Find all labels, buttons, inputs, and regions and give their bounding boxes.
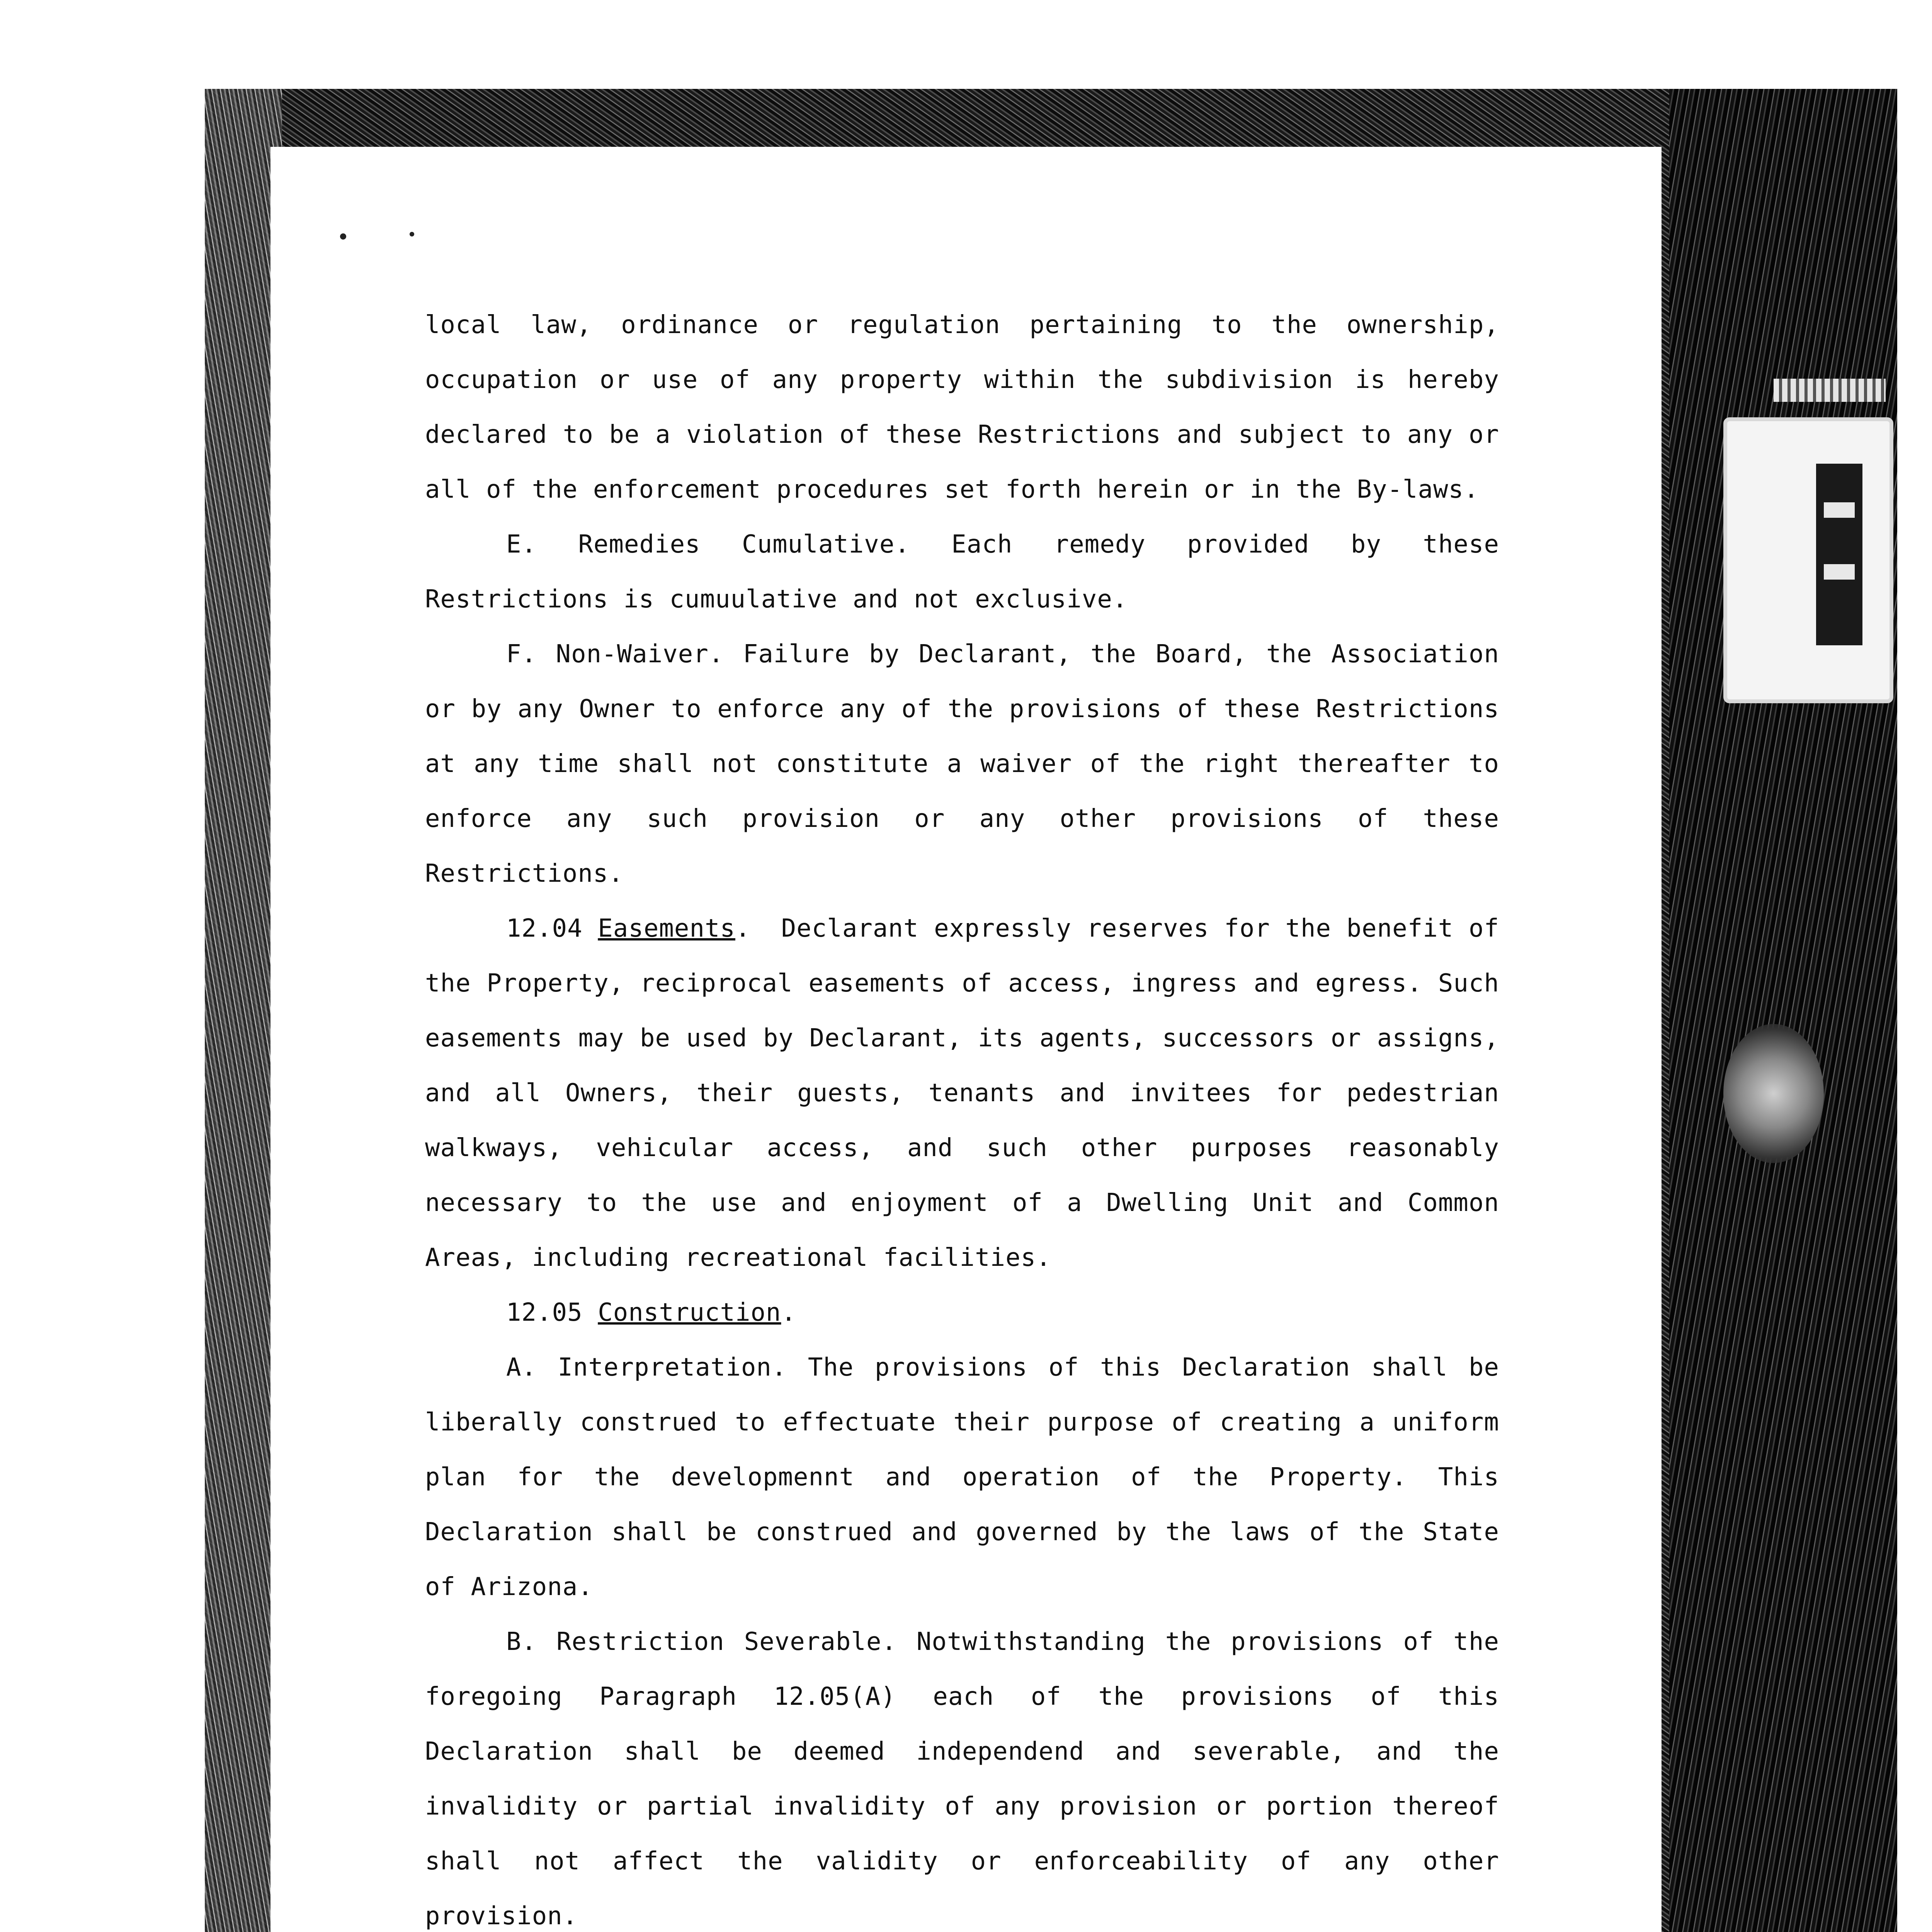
binder-clip-slot bbox=[1816, 464, 1862, 645]
paragraph-text: E. Remedies Cumulative. Each remedy provided by these Restrictions is cumuulative and not exclusive. bbox=[425, 530, 1499, 614]
paragraph-restriction-severable bbox=[425, 1614, 1499, 1932]
paragraph-text: B. Restriction Severable. Notwithstanding the provisions of the foregoing Paragraph 12.05(A) each of the provisions of this Declaration shall be deemed independend and severable, and the invalidity or partial invalidity of any provision or portion thereof shall not affect the validity or enforceability of any other provision. bbox=[425, 1628, 1499, 1930]
paragraph-text: Declarant expressly reserves for the benefit of the Property, reciprocal easements of access, ingress and egress. Such easements may be used by Declarant, its agents, successors or assigns, and all Owners, their guests, tenants and invitees for pedestrian walkways, vehicular access, and such other purposes reasonably necessary to the use and enjoyment of a Dwelling Unit and Common Areas, including recreational facilities. bbox=[425, 914, 1500, 1272]
paragraph-interpretation bbox=[425, 1340, 1499, 1614]
binder-clip bbox=[1723, 417, 1893, 703]
scan-smudge bbox=[1723, 1024, 1824, 1163]
section-number: 12.04 bbox=[506, 914, 583, 943]
paragraph-text: local law, ordinance or regulation pertaining to the ownership, occupation or use of any property within the subdivision is hereby declared to be a violation of these Restrictions and subject to any or all of the enforcement procedures set forth herein or in the By-laws. bbox=[425, 311, 1499, 504]
paragraph-remedies-cumulative bbox=[425, 517, 1499, 627]
paragraph-continuation bbox=[425, 298, 1499, 517]
document-body bbox=[425, 298, 1499, 1932]
scan-specks bbox=[340, 232, 417, 243]
paragraph-text: F. Non-Waiver. Failure by Declarant, the Board, the Association or by any Owner to enforce any of the provisions of these Restrictions at any time shall not constitute a waiver of the right thereafter to enforce any such provision or any other provisions of these Restrictions. bbox=[425, 640, 1499, 888]
section-12-05: 12.05 Construction. bbox=[506, 1298, 797, 1327]
paragraph-text: A. Interpretation. The provisions of this Declaration shall be liberally construed to effectuate their purpose of creating a uniform plan for the developmennt and operation of the Property. This Declaration shall be construed and governed by the laws of the State of Arizona. bbox=[425, 1353, 1499, 1601]
section-heading: Easements bbox=[598, 914, 736, 943]
paragraph-non-waiver bbox=[425, 627, 1499, 901]
binder-clip-teeth bbox=[1774, 379, 1886, 402]
scanner-edge-right bbox=[1669, 89, 1897, 1932]
section-heading: Construction bbox=[598, 1298, 781, 1327]
section-number: 12.05 bbox=[506, 1298, 583, 1327]
section-12-04: 12.04 Easements. Declarant expressly reserves for the benefit of the Property, reciprocal easements of access, ingress and egress. Such easements may be used by Declarant, its agents, successors or assigns, and all Owners, their guests, tenants and invitees for pedestrian walkways, vehicular access, and such other purposes reasonably necessary to the use and enjoyment of a Dwelling Unit and Common Areas, including recreational facilities. bbox=[425, 914, 1500, 1272]
